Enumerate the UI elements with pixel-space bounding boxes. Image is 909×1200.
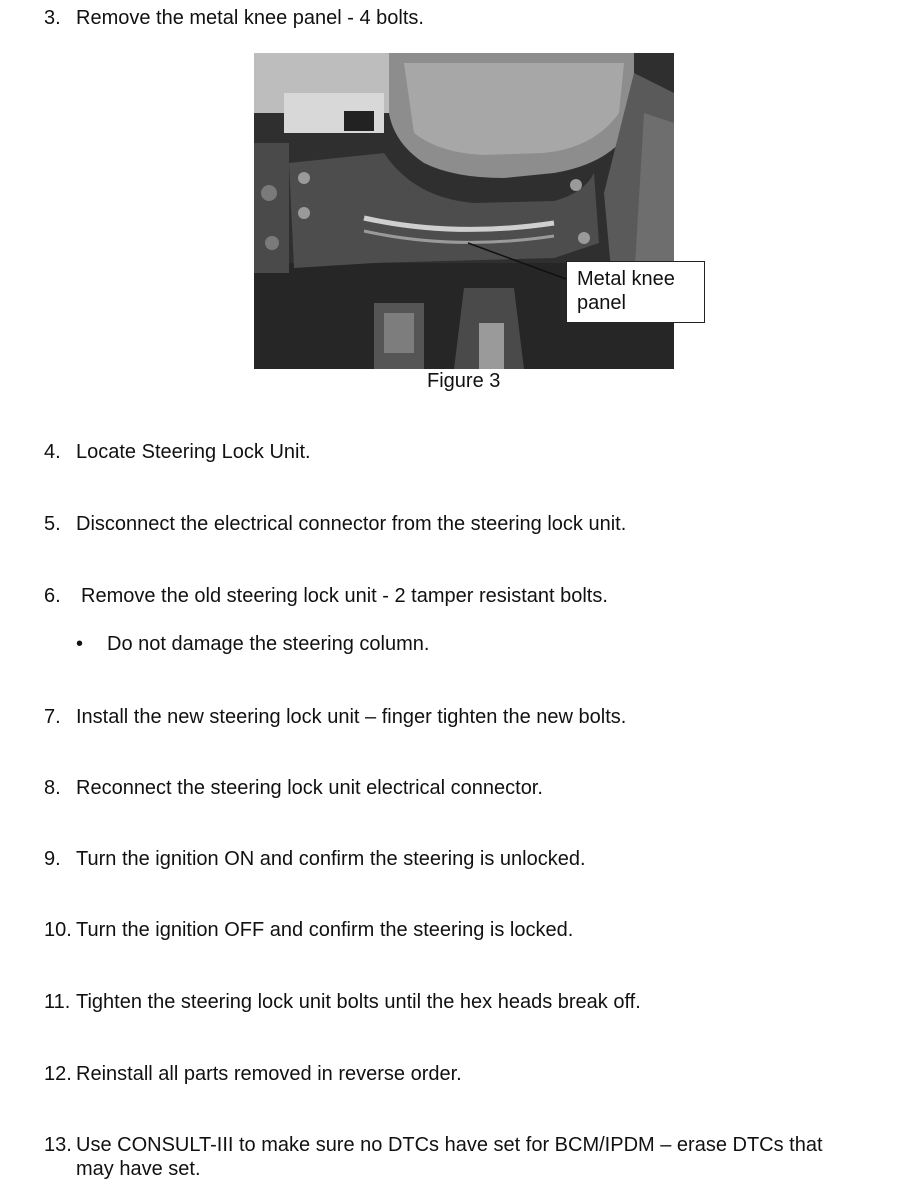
step-text: Disconnect the electrical connector from the steering lock unit. <box>76 513 627 535</box>
figure-caption: Figure 3 <box>427 370 501 392</box>
bullet-icon: • <box>76 633 84 655</box>
callout-line1: Metal knee <box>577 268 675 290</box>
step-number: 13. <box>44 1134 72 1156</box>
step-number: 10. <box>44 919 72 941</box>
step-text: Turn the ignition ON and confirm the steering is unlocked. <box>76 848 586 870</box>
step-text-continued: may have set. <box>76 1158 201 1180</box>
step-number: 6. <box>44 585 61 607</box>
step-text: Reconnect the steering lock unit electrical connector. <box>76 777 543 799</box>
step-number: 11. <box>44 991 71 1013</box>
step-number: 8. <box>44 777 61 799</box>
step-number: 12. <box>44 1063 72 1085</box>
step-text: Tighten the steering lock unit bolts until the hex heads break off. <box>76 991 641 1013</box>
step-text: Remove the old steering lock unit - 2 tamper resistant bolts. <box>81 585 608 607</box>
step-number: 9. <box>44 848 61 870</box>
step-number: 4. <box>44 441 61 463</box>
step-number: 3. <box>44 7 61 29</box>
callout-label <box>566 261 705 323</box>
callout-line2: panel <box>577 292 626 314</box>
step-text: Reinstall all parts removed in reverse order. <box>76 1063 462 1085</box>
step-number: 5. <box>44 513 61 535</box>
step-text: Use CONSULT-III to make sure no DTCs have set for BCM/IPDM – erase DTCs that <box>76 1134 823 1156</box>
bullet-text: Do not damage the steering column. <box>107 633 430 655</box>
step-text: Locate Steering Lock Unit. <box>76 441 311 463</box>
step-number: 7. <box>44 706 61 728</box>
step-text: Turn the ignition OFF and confirm the steering is locked. <box>76 919 574 941</box>
step-text: Remove the metal knee panel - 4 bolts. <box>76 7 424 29</box>
step-text: Install the new steering lock unit – finger tighten the new bolts. <box>76 706 627 728</box>
